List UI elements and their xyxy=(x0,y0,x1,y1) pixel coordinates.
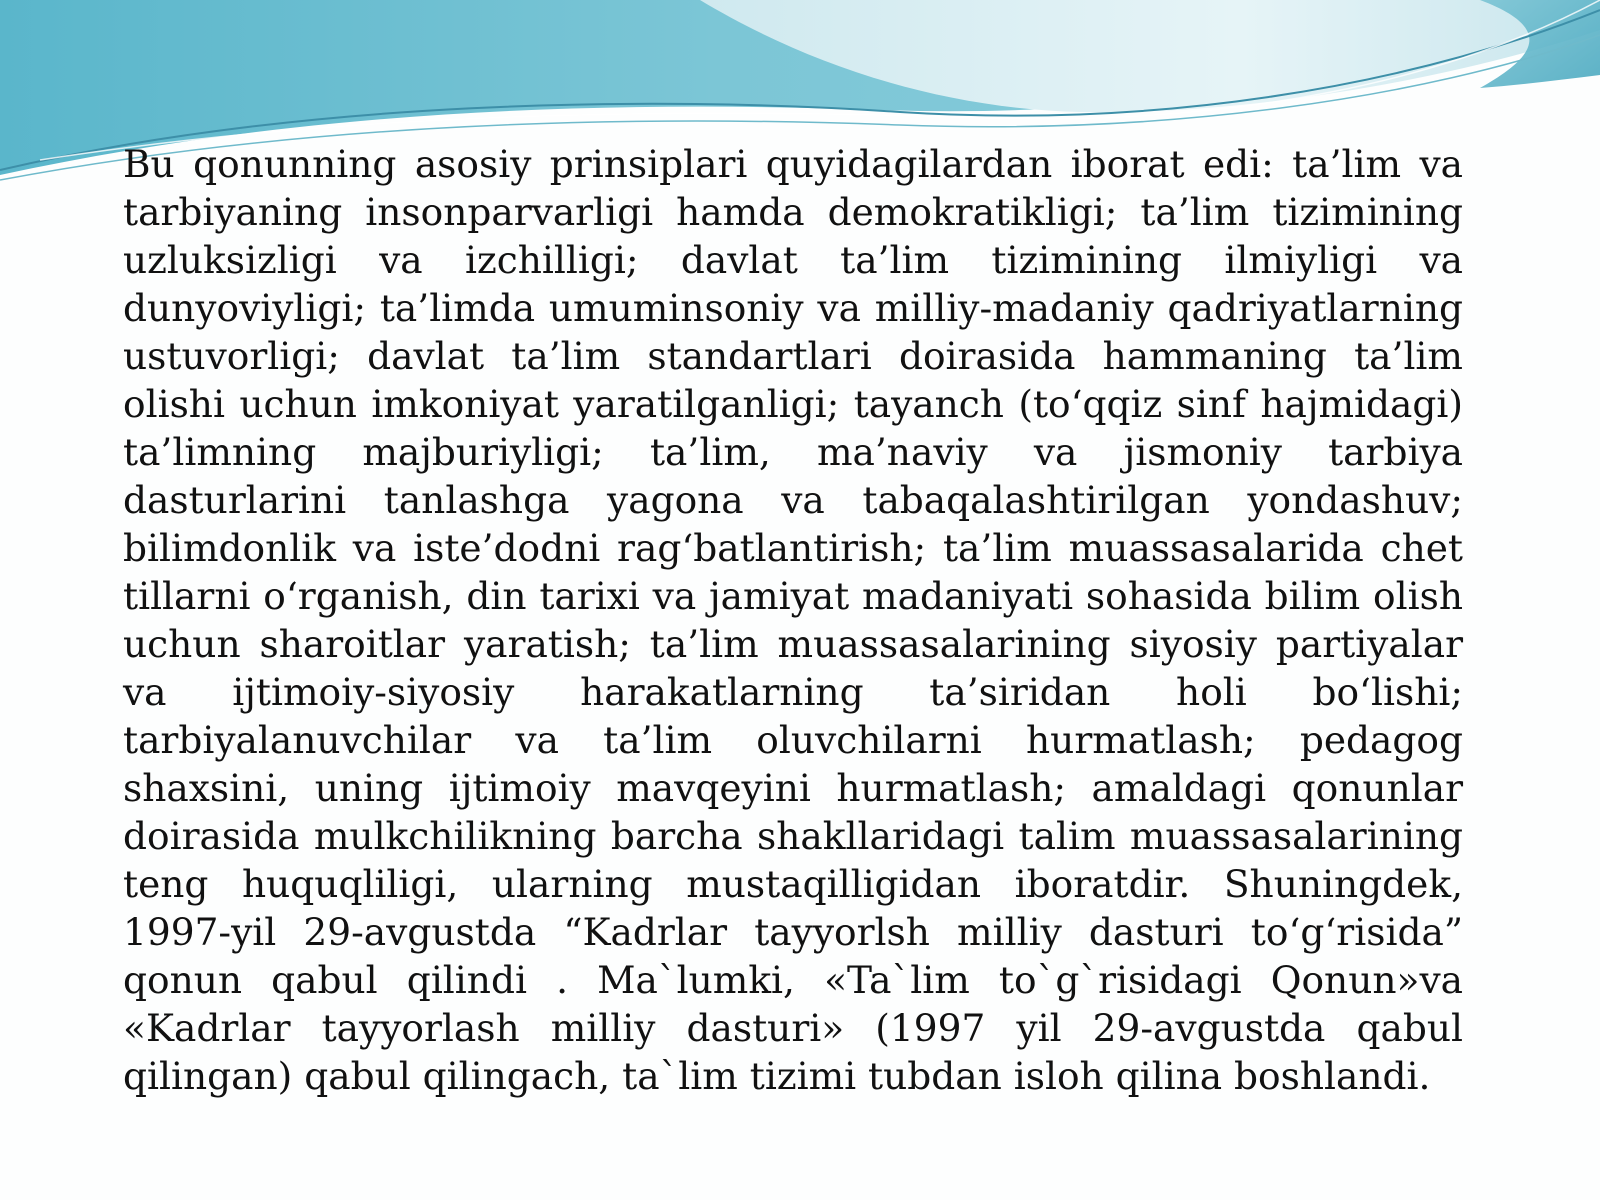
slide-body-text: Bu qonunning asosiy prinsiplari quyidagilardan iborat edi: ta’lim va tarbiyaning insonparvarligi hamda demokratikligi; ta’lim tizimining uzluksizligi va izchilligi; davlat ta’lim tizimining ilmiyligi va dunyoviyligi; ta’limda umuminsoniy va milliy-madaniy qadriyatlarning ustuvorligi; davlat ta’lim standartlari doirasida hammaning ta’lim olishi uchun imkoniyat yaratilganligi; tayanch (to‘qqiz sinf hajmidagi) ta’limning majburiyligi; ta’lim, ma’naviy va jismoniy tarbiya dasturlarini tanlashga yagona va tabaqalashtirilgan yondashuv; bilimdonlik va iste’dodni rag‘batlantirish; ta’lim muassasalarida chet tillarni o‘rganish, din tarixi va jamiyat madaniyati sohasida bilim olish uchun sharoitlar yaratish; ta’lim muassasalarining siyosiy partiyalar va ijtimoiy-siyosiy harakatlarning ta’siridan holi bo‘lishi; tarbiyalanuvchilar va ta’lim oluvchilarni hurmatlash; pedagog shaxsini, uning ijtimoiy mavqeyini hurmatlash; amaldagi qonunlar doirasida mulkchilikning barcha shakllaridagi talim muassasalarining teng huquqliligi, ularning mustaqilligidan iboratdir. Shuningdek, 1997-yil 29-avgustda “Kadrlar tayyorlsh milliy dasturi to‘g‘risida” qonun qabul qilindi . Ma`lumki, «Ta`lim to`g`risidagi Qonun»va «Kadrlar tayyorlash milliy dasturi» (1997 yil 29-avgustda qabul qilingan) qabul qilingach, ta`lim tizimi tubdan isloh qilina boshlandi. xyxy=(123,142,1463,1098)
